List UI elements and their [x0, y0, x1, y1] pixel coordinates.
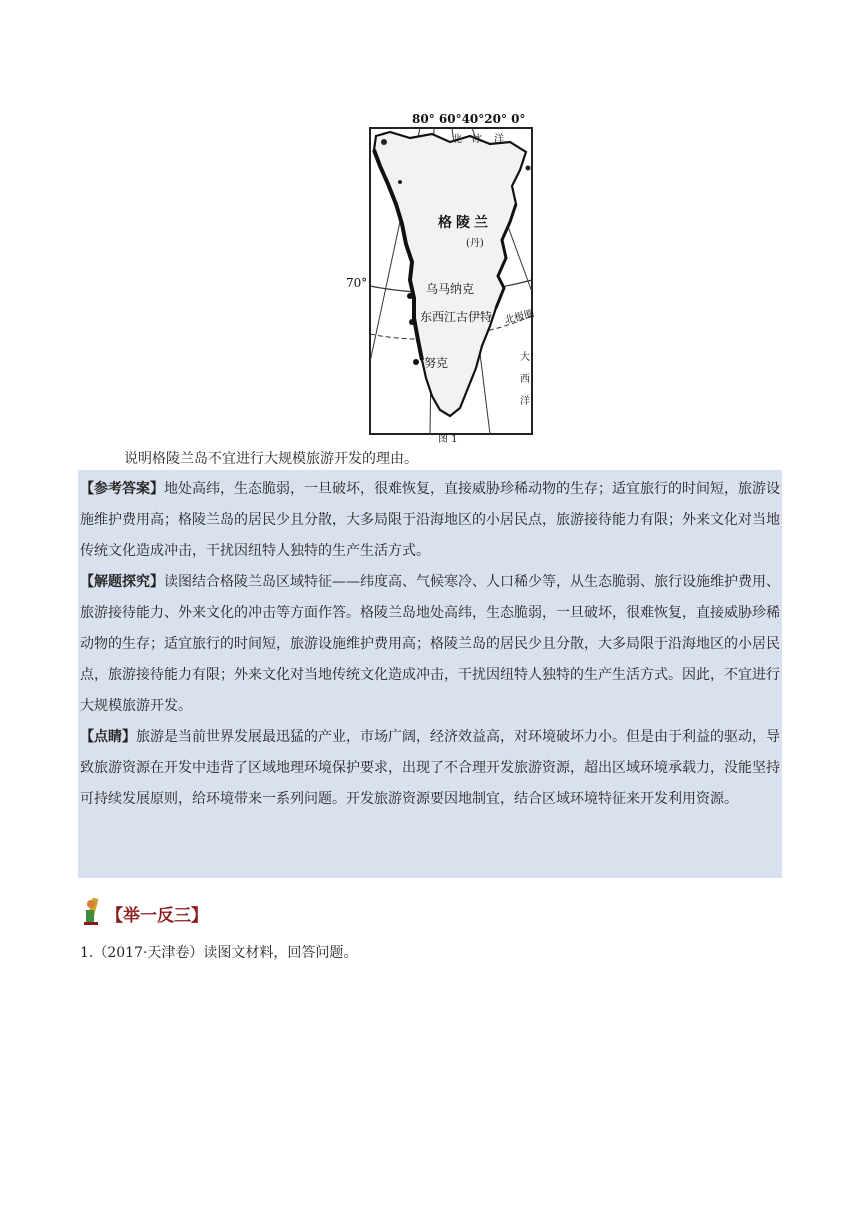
- figure-caption-fragment: 图 1: [438, 434, 458, 445]
- pencil-figure-icon: [82, 896, 104, 931]
- reference-answer: [78, 470, 782, 567]
- ocean-east-char-2: 西: [520, 374, 530, 385]
- ocean-north-char-2: 冰: [472, 134, 482, 145]
- reference-answer-text: 地处高纬，生态脆弱，一旦破坏，很难恢复，直接威胁珍稀动物的生存；适宜旅行的时间短，旅游设施维护费用高；格陵兰岛的居民少且分散，大多局限于沿海地区的小居民点，旅游接待能力有限；外来文化对当地传统文化造成冲击，干扰因纽特人独特的生产生活方式。: [80, 481, 780, 559]
- arctic-circle-label: 北极圈: [503, 308, 536, 327]
- section-title: 【举一反三】: [106, 905, 208, 926]
- ocean-north-char-3: 洋: [494, 134, 504, 145]
- reference-answer-tag: 【参考答案】: [80, 481, 164, 497]
- key-point-text: 旅游是当前世界发展最迅猛的产业，市场广阔，经济效益高，对环境破坏力小。但是由于利益的驱动，导致旅游资源在开发中违背了区域地理环境保护要求，出现了不合理开发旅游资源，超出区域环境承载力，没能坚持可持续发展原则，给环境带来一系列问题。开发旅游资源要因地制宜，结合区域环境特征来开发利用资源。: [80, 729, 780, 807]
- question-text: 说明格陵兰岛不宜进行大规模旅游开发的理由。: [124, 451, 418, 467]
- key-point-tag: 【点睛】: [80, 729, 136, 745]
- place-umanak: 乌马纳克: [426, 282, 475, 296]
- ocean-east-char-1: 大: [520, 352, 530, 363]
- place-nuuk: 努克: [424, 356, 449, 370]
- latitude-70-label: 70°: [346, 276, 368, 290]
- ocean-north-char-1: 北: [452, 134, 462, 145]
- place-east-settlement: 东西江古伊特: [420, 310, 493, 324]
- island-name: 格陵兰: [438, 215, 492, 231]
- section-heading: [82, 896, 208, 930]
- answer-panel: [78, 470, 782, 878]
- island-owner: (丹): [466, 238, 484, 249]
- longitude-labels: 80° 60°40°20° 0°: [412, 112, 526, 126]
- question-1: 1.（2017·天津卷）读图文材料，回答问题。: [80, 945, 358, 961]
- ocean-east-char-3: 洋: [520, 396, 530, 407]
- key-point: [78, 722, 782, 815]
- solution-analysis-text: 读图结合格陵兰岛区域特征——纬度高、气候寒冷、人口稀少等，从生态脆弱、旅行设施维护费用、旅游接待能力、外来文化的冲击等方面作答。格陵兰岛地处高纬，生态脆弱，一旦破坏，很难恢复，直接威胁珍稀动物的生存；适宜旅行的时间短，旅游设施维护费用高；格陵兰岛的居民少且分散，大多局限于沿海地区的小居民点，旅游接待能力有限；外来文化对当地传统文化造成冲击，干扰因纽特人独特的生产生活方式。因此，不宜进行大规模旅游开发。: [80, 574, 780, 714]
- solution-analysis: [78, 567, 782, 722]
- solution-analysis-tag: 【解题探究】: [80, 574, 164, 590]
- greenland-map: [340, 112, 540, 445]
